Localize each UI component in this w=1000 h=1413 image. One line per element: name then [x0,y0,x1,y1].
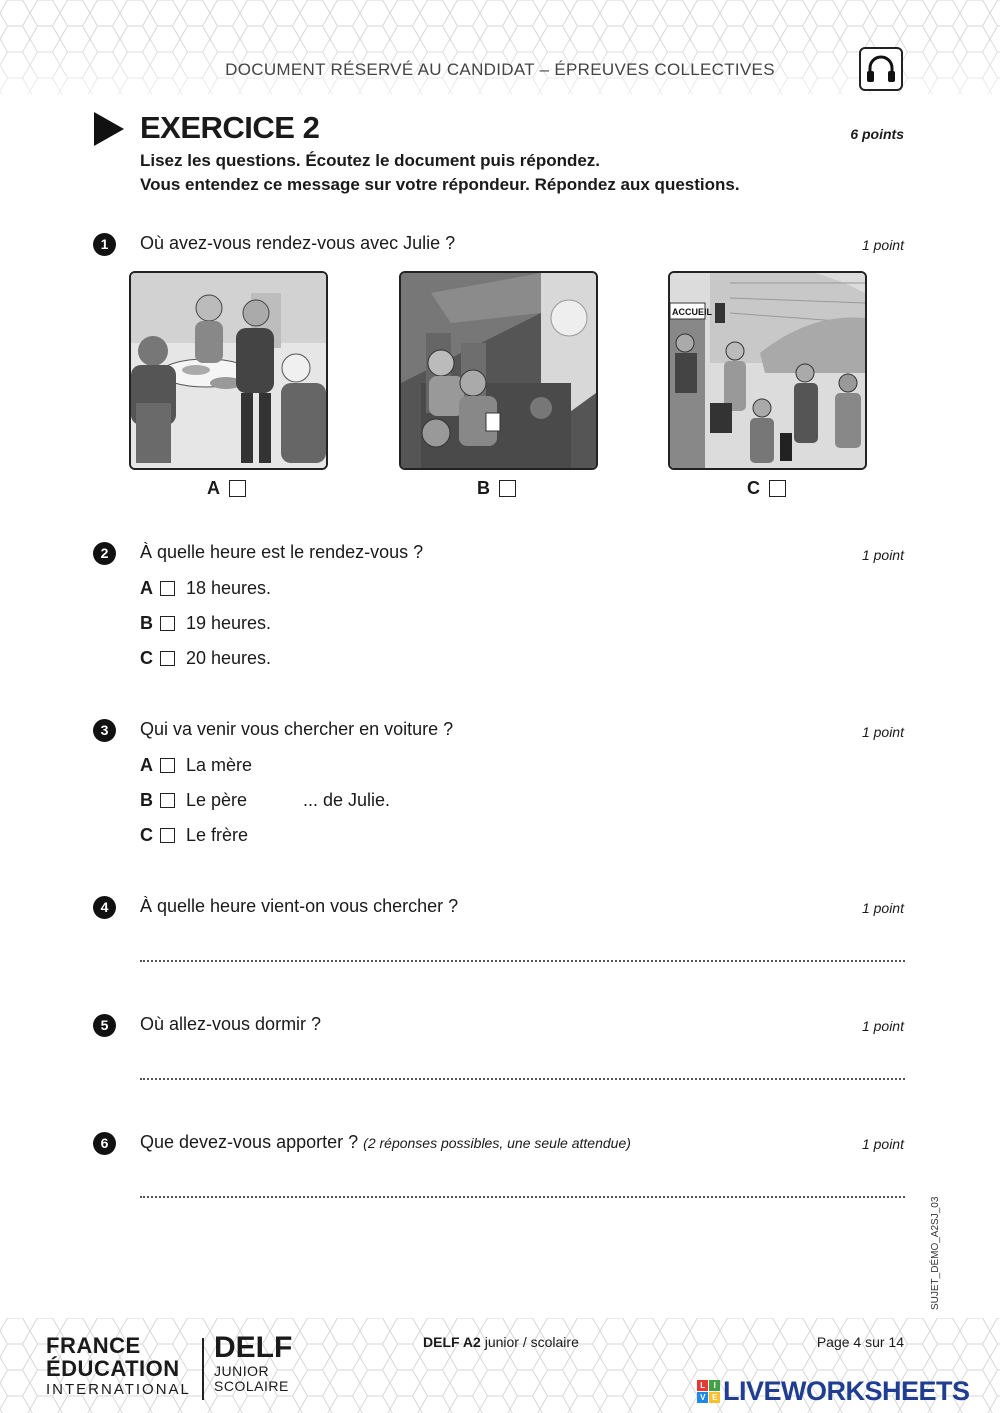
watermark-text: LIVEWORKSHEETS [723,1376,970,1406]
option-q2-b[interactable] [140,613,271,634]
option-text: 20 heures. [186,648,272,668]
question-points-4: 1 point [861,900,904,916]
delf-sub-2: SCOLAIRE [214,1378,289,1394]
picture-choice-c[interactable] [747,478,786,499]
option-text: Le père [186,790,248,810]
question-number-5: 5 [93,1014,116,1037]
picture-choice-b[interactable] [477,478,516,499]
answer-line-6[interactable] [140,1196,905,1198]
question-number-4: 4 [93,896,116,919]
exam-type: junior / scolaire [484,1334,579,1350]
option-text: 18 heures. [186,578,272,598]
picture-restaurant [129,271,328,470]
delf-sub-1: JUNIOR [214,1363,270,1379]
delf-logo [214,1332,292,1394]
option-q2-a[interactable] [140,578,271,599]
page-number: Page 4 sur 14 [816,1334,904,1350]
question-text-3: Qui va venir vous chercher en voiture ? [140,719,454,739]
picture-choice-a[interactable] [207,478,246,499]
exam-name [423,1334,579,1350]
checkbox[interactable] [160,758,175,773]
option-letter: B [477,478,490,498]
question-number-1: 1 [93,233,116,256]
question-points-2: 1 point [861,547,904,563]
question-text-4: À quelle heure vient-on vous chercher ? [140,896,459,916]
play-arrow-icon [94,112,124,146]
checkbox[interactable] [769,480,786,497]
option-letter: C [140,648,153,668]
exam-level: DELF A2 [423,1334,481,1350]
option-q3-c[interactable] [140,825,248,846]
hexagon-pattern-top [0,0,1000,95]
question-points-3: 1 point [861,724,904,740]
checkbox[interactable] [160,793,175,808]
checkbox[interactable] [499,480,516,497]
checkbox[interactable] [160,581,175,596]
option-text: La mère [186,755,253,775]
liveworksheets-logo-icon: L I V E [697,1380,720,1403]
question-text-5: Où allez-vous dormir ? [140,1014,322,1034]
checkbox[interactable] [160,651,175,666]
liveworksheets-watermark [697,1376,970,1407]
station-sign: ACCUEIL [672,307,712,317]
option-letter: A [140,578,153,598]
option-letter: C [747,478,760,498]
question-text: Que devez-vous apporter ? [140,1132,359,1152]
instruction-line-2: Vous entendez ce message sur votre répondeur. Répondez aux questions. [140,175,740,194]
question-text-1: Où avez-vous rendez-vous avec Julie ? [140,233,456,253]
question-points-5: 1 point [861,1018,904,1034]
question-number-3: 3 [93,719,116,742]
question-text-6 [140,1132,631,1153]
header-title: DOCUMENT RÉSERVÉ AU CANDIDAT – ÉPREUVES COLLECTIVES [225,60,775,79]
question-points-6: 1 point [861,1136,904,1152]
answer-line-4[interactable] [140,960,905,962]
question-points-1: 1 point [861,237,904,253]
option-text: Le frère [186,825,249,845]
france-education-logo [46,1334,191,1400]
checkbox[interactable] [229,480,246,497]
option-letter: B [140,613,153,633]
option-letter: A [207,478,220,498]
question-number-6: 6 [93,1132,116,1155]
exercise-points: 6 points [850,126,904,142]
logo-line-2: ÉDUCATION [46,1356,180,1381]
headphones-icon [859,47,903,91]
delf-title: DELF [214,1331,293,1364]
checkbox[interactable] [160,616,175,631]
footer-divider [202,1338,204,1400]
exercise-title: EXERCICE 2 [140,110,320,145]
option-letter: A [140,755,153,775]
option-letter: B [140,790,153,810]
logo-line-1: FRANCE [46,1333,141,1358]
picture-cinema [399,271,598,470]
checkbox[interactable] [160,828,175,843]
picture-train-station [668,271,867,470]
answer-line-5[interactable] [140,1078,905,1080]
logo-line-3: INTERNATIONAL [46,1381,191,1398]
option-q3-a[interactable] [140,755,252,776]
document-code: SUJET_DÉMO_A2SJ_03 [930,1196,941,1310]
option-text: 19 heures. [186,613,272,633]
option-letter: C [140,825,153,845]
question-number-2: 2 [93,542,116,565]
question-text-2: À quelle heure est le rendez-vous ? [140,542,424,562]
question-note: (2 réponses possibles, une seule attendue) [363,1135,631,1151]
option-suffix: ... de Julie. [303,790,391,810]
option-q3-b[interactable] [140,790,247,811]
instruction-line-1: Lisez les questions. Écoutez le document puis répondez. [140,151,601,170]
option-q2-c[interactable] [140,648,271,669]
